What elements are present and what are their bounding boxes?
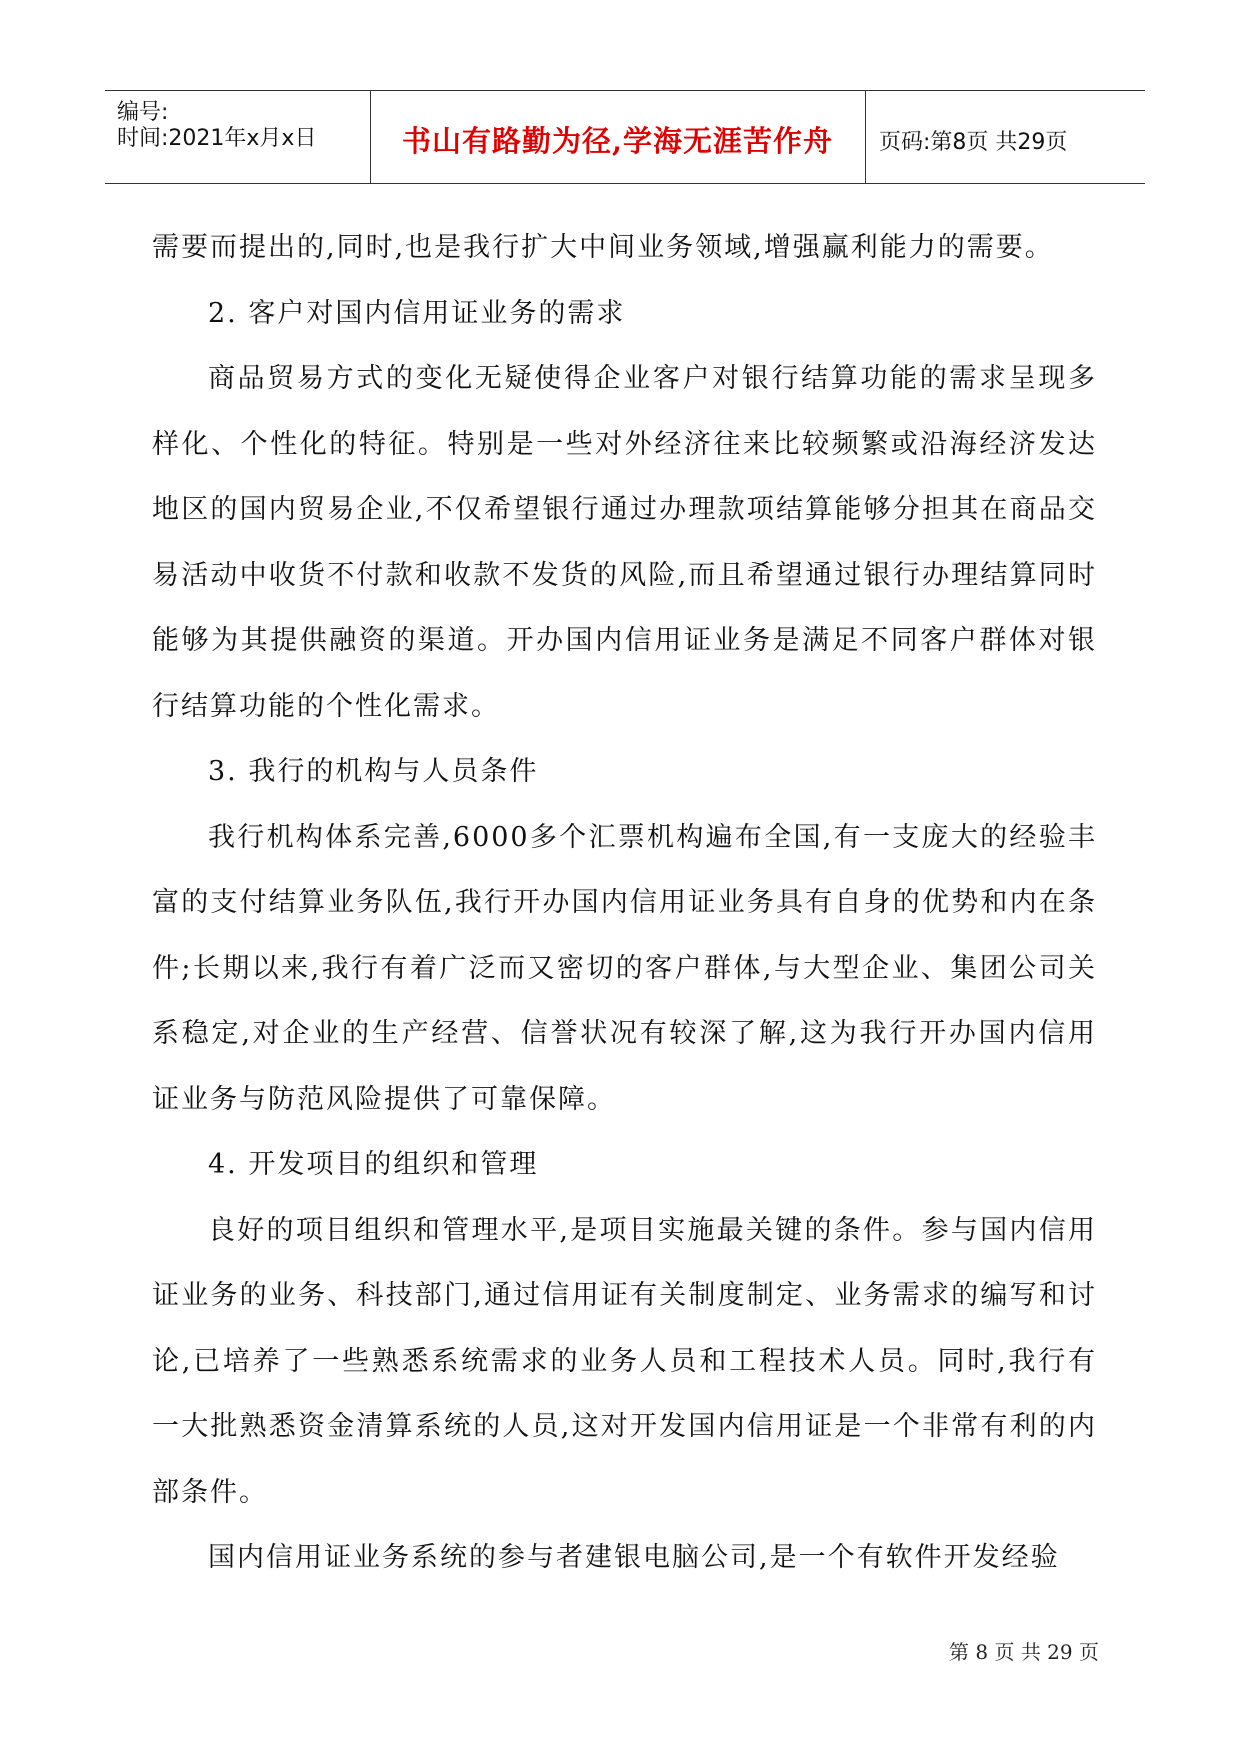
- paragraph-continuation: 需要而提出的,同时,也是我行扩大中间业务领域,增强赢利能力的需要。: [152, 232, 1054, 263]
- paragraph: 商品贸易方式的变化无疑使得企业客户对银行结算功能的需求呈现多样化、个性化的特征。特别是一些对外经济往来比较频繁或沿海经济发达地区的国内贸易企业,不仅希望银行通过办理款项结算能够分担其在商品交易活动中收货不付款和收款不发货的风险,而且希望通过银行办理结算同时能够为其提供融资的渠道。开办国内信用证业务是满足不同客户群体对银行结算功能的个性化需求。: [152, 363, 1097, 722]
- header-motto-cell: [370, 91, 866, 183]
- paragraph: 我行机构体系完善,6000多个汇票机构遍布全国,有一支庞大的经验丰富的支付结算业务队伍,我行开办国内信用证业务具有自身的优势和内在条件;长期以来,我行有着广泛而又密切的客户群体,与大型企业、集团公司关系稳定,对企业的生产经营、信誉状况有较深了解,这为我行开办国内信用证业务与防范风险提供了可靠保障。: [152, 821, 1097, 1115]
- document-body: [152, 215, 1097, 1591]
- header-page-cell: [865, 91, 1145, 183]
- document-number-label: 编号:: [117, 100, 169, 125]
- document-date: 时间:2021年x月x日: [117, 126, 317, 151]
- header-motto: 书山有路勤为径,学海无涯苦作舟: [401, 124, 834, 158]
- section-heading-2: 2. 客户对国内信用证业务的需求: [208, 297, 626, 329]
- header-page-info: 页码:第8页 共29页: [879, 130, 1068, 155]
- section-heading-4: 4. 开发项目的组织和管理: [208, 1149, 539, 1180]
- section-heading-3: 3. 我行的机构与人员条件: [208, 756, 539, 787]
- document-header: [105, 90, 1145, 184]
- page-footer: 第 8 页 共 29 页: [949, 1640, 1099, 1664]
- header-meta-cell: [105, 91, 371, 183]
- paragraph: 国内信用证业务系统的参与者建银电脑公司,是一个有软件开发经验: [208, 1542, 1060, 1573]
- paragraph: 良好的项目组织和管理水平,是项目实施最关键的条件。参与国内信用证业务的业务、科技部门,通过信用证有关制度制定、业务需求的编写和讨论,已培养了一些熟悉系统需求的业务人员和工程技术人员。同时,我行有一大批熟悉资金清算系统的人员,这对开发国内信用证是一个非常有利的内部条件。: [152, 1214, 1097, 1508]
